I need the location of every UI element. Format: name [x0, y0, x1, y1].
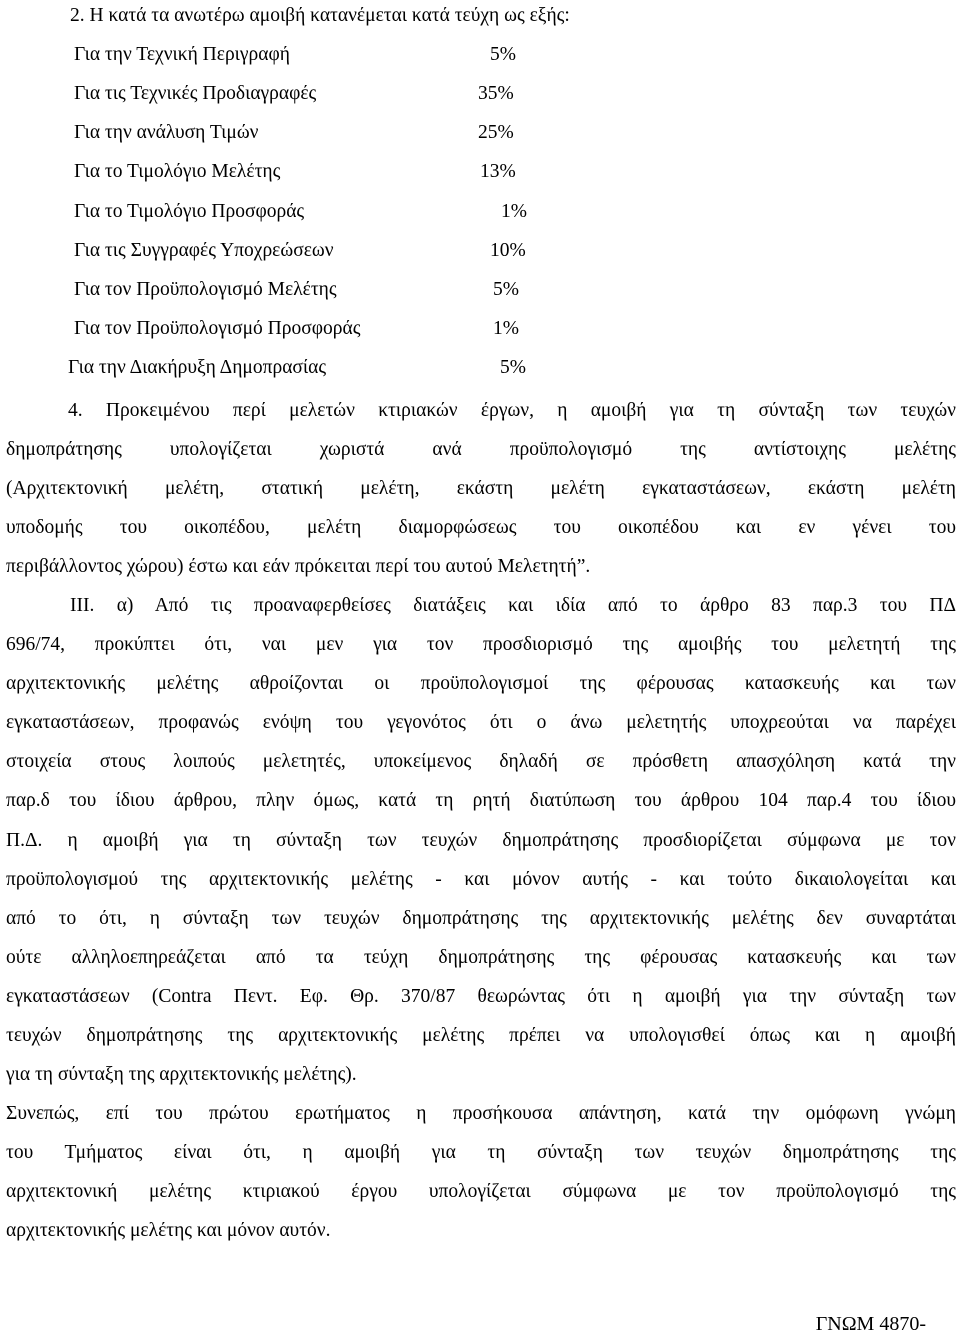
allocation-label: Για τον Προϋπολογισμό Προσφοράς: [74, 318, 361, 339]
allocation-percent: 1%: [493, 318, 519, 339]
paragraph-line: περιβάλλοντος χώρου) έστω και εάν πρόκειται περί του αυτού Μελετητή”.: [6, 556, 591, 577]
allocation-label: Για την Τεχνική Περιγραφή: [74, 44, 290, 65]
allocation-label: Για την Διακήρυξη Δημοπρασίας: [68, 357, 327, 378]
conclusion-line: του Τμήματος είναι ότι, η αμοιβή για τη σύνταξη των τευχών δημοπράτησης της: [6, 1142, 956, 1163]
intro-line: 2. Η κατά τα ανωτέρω αμοιβή κατανέμεται κατά τεύχη ως εξής:: [70, 5, 570, 26]
paragraph-line: αρχιτεκτονικής μελέτης αθροίζονται οι προϋπολογισμοί της φέρουσας κατασκευής και των: [6, 673, 956, 694]
allocation-percent: 13%: [480, 161, 516, 182]
paragraph-line: για τη σύνταξη της αρχιτεκτονικής μελέτης).: [6, 1064, 357, 1085]
allocation-label: Για τις Τεχνικές Προδιαγραφές: [74, 83, 317, 104]
allocation-label: Για τις Συγγραφές Υποχρεώσεων: [74, 240, 334, 261]
allocation-percent: 5%: [500, 357, 526, 378]
paragraph-line: από το ότι, η σύνταξη των τευχών δημοπράτησης της αρχιτεκτονικής μελέτης δεν συναρτάται: [6, 908, 956, 929]
paragraph-line: 696/74, προκύπτει ότι, ναι μεν για τον προσδιορισμό της αμοιβής του μελετητή της: [6, 634, 956, 655]
paragraph-line: 4. Προκειμένου περί μελετών κτιριακών έργων, η αμοιβή για τη σύνταξη των τευχών: [68, 400, 956, 421]
paragraph-line: δημοπράτησης υπολογίζεται χωριστά ανά προϋπολογισμό της αντίστοιχης μελέτης: [6, 439, 956, 460]
conclusion-line: αρχιτεκτονικής μελέτης και μόνον αυτόν.: [6, 1220, 331, 1241]
paragraph-line: (Αρχιτεκτονική μελέτη, στατική μελέτη, εκάστη μελέτη εγκαταστάσεων, εκάστη μελέτη: [6, 478, 956, 499]
paragraph-line: υποδομής του οικοπέδου, μελέτη διαμορφώσεως του οικοπέδου και εν γένει του: [6, 517, 956, 538]
allocation-label: Για τον Προϋπολογισμό Μελέτης: [74, 279, 337, 300]
allocation-percent: 10%: [490, 240, 526, 261]
conclusion-line: Συνεπώς, επί του πρώτου ερωτήματος η προσήκουσα απάντηση, κατά την ομόφωνη γνώμη: [6, 1103, 956, 1124]
allocation-percent: 5%: [490, 44, 516, 65]
conclusion-line: αρχιτεκτονική μελέτης κτιριακού έργου υπολογίζεται σύμφωνα με τον προϋπολογισμό της: [6, 1181, 956, 1202]
paragraph-line: εγκαταστάσεων, προφανώς ενόψη του γεγονότος ότι ο άνω μελετητής υποχρεούται να παρέχει: [6, 712, 956, 733]
paragraph-line: Π.Δ. η αμοιβή για τη σύνταξη των τευχών δημοπράτησης προσδιορίζεται σύμφωνα με τον: [6, 830, 956, 851]
allocation-percent: 25%: [478, 122, 514, 143]
paragraph-line: προϋπολογισμού της αρχιτεκτονικής μελέτης - και μόνον αυτής - και τούτο δικαιολογείται και: [6, 869, 956, 890]
paragraph-line: εγκαταστάσεων (Contra Πεντ. Εφ. Θρ. 370/87 θεωρώντας ότι η αμοιβή για την σύνταξη των: [6, 986, 956, 1007]
allocation-label: Για την ανάλυση Τιμών: [74, 122, 259, 143]
paragraph-line: στοιχεία στους λοιπούς μελετητές, υποκείμενος δηλαδή σε πρόσθετη απασχόληση κατά την: [6, 751, 956, 772]
paragraph-line: τευχών δημοπράτησης της αρχιτεκτονικής μελέτης πρέπει να υπολογισθεί όπως και η αμοιβή: [6, 1025, 956, 1046]
allocation-label: Για το Τιμολόγιο Μελέτης: [74, 161, 281, 182]
allocation-label: Για το Τιμολόγιο Προσφοράς: [74, 201, 305, 222]
allocation-percent: 35%: [478, 83, 514, 104]
document-reference-footer: ΓΝΩΜ 4870-: [815, 1313, 926, 1335]
paragraph-line: παρ.δ του ίδιου άρθρου, πλην όμως, κατά τη ρητή διατύπωση του άρθρου 104 παρ.4 του ίδιου: [6, 790, 956, 811]
section-heading-line: ΙΙΙ. α) Από τις προαναφερθείσες διατάξεις και ιδία από το άρθρο 83 παρ.3 του ΠΔ: [70, 595, 956, 616]
allocation-percent: 1%: [501, 201, 527, 222]
paragraph-line: ούτε αλληλοεπηρεάζεται από τα τεύχη δημοπράτησης της φέρουσας κατασκευής και των: [6, 947, 956, 968]
allocation-percent: 5%: [493, 279, 519, 300]
